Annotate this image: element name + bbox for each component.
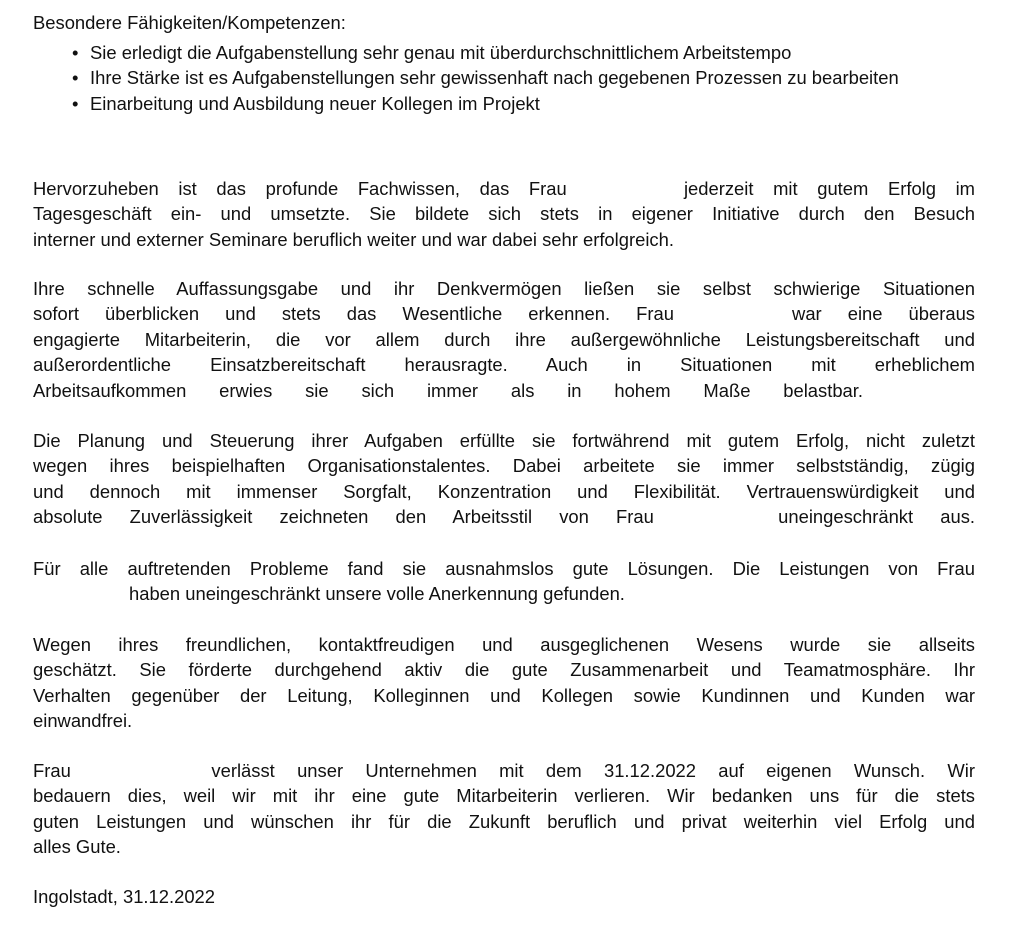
paragraph-line: geschätzt. Sie förderte durchgehend aktiv die gute Zusammenarbeit und Teamatmosphäre. Ihr — [33, 659, 975, 681]
paragraph-line — [33, 504, 975, 529]
paragraph-comprehension — [33, 276, 975, 403]
competencies-list — [72, 40, 952, 116]
paragraph-line — [33, 758, 975, 783]
paragraph-line: außerordentliche Einsatzbereitschaft herausragte. Auch in Situationen mit erheblichem — [33, 354, 975, 376]
place-date: Ingolstadt, 31.12.2022 — [33, 886, 216, 907]
paragraph-line: interner und externer Seminare beruflich weiter und war dabei sehr erfolgreich. — [33, 228, 674, 250]
text-fragment: uneingeschränkt aus. — [778, 506, 975, 528]
list-item — [72, 40, 952, 65]
text-fragment: verlässt unser Unternehmen mit dem 31.12.2022 auf eigenen Wunsch. Wir — [211, 760, 975, 781]
bullet-text: Sie erledigt die Aufgabenstellung sehr genau mit überdurchschnittlichem Arbeitstempo — [90, 42, 792, 63]
paragraph-line: bedauern dies, weil wir mit ihr eine gute Mitarbeiterin verlieren. Wir bedanken uns für die stets — [33, 785, 975, 807]
paragraph-line — [33, 301, 975, 326]
bullet-icon: • — [72, 42, 79, 63]
paragraph-line: Wegen ihres freundlichen, kontaktfreudigen und ausgeglichenen Wesens wurde sie allseits — [33, 634, 975, 655]
paragraph-line: Für alle auftretenden Probleme fand sie ausnahmslos gute Lösungen. Die Leistungen von Frau — [33, 558, 975, 579]
paragraph-line — [33, 176, 975, 201]
paragraph-departure — [33, 758, 975, 860]
paragraph-line: Tagesgeschäft ein- und umsetzte. Sie bildete sich stets in eigener Initiative durch den Besuch — [33, 203, 975, 225]
paragraph-line: und dennoch mit immenser Sorgfalt, Konzentration und Flexibilität. Vertrauenswürdigkeit und — [33, 480, 975, 502]
paragraph-line: alles Gute. — [33, 836, 121, 858]
competencies-heading: Besondere Fähigkeiten/Kompetenzen: — [33, 12, 346, 33]
bullet-icon: • — [72, 92, 79, 114]
paragraph-line: engagierte Mitarbeiterin, die vor allem durch ihre außergewöhnliche Leistungsbereitschaft und — [33, 328, 975, 350]
bullet-text: Einarbeitung und Ausbildung neuer Kollegen im Projekt — [90, 92, 540, 114]
paragraph-line: haben uneingeschränkt unsere volle Anerkennung gefunden. — [129, 583, 625, 605]
bullet-text: Ihre Stärke ist es Aufgabenstellungen sehr gewissenhaft nach gegebenen Prozessen zu bearbeiten — [90, 67, 899, 89]
paragraph-line: guten Leistungen und wünschen ihr für die Zukunft beruflich und privat weiterhin viel Erfolg und — [33, 810, 975, 832]
text-fragment: war eine überaus — [792, 303, 975, 325]
paragraph-line: einwandfrei. — [33, 710, 133, 732]
paragraph-line: Verhalten gegenüber der Leitung, Kolleginnen und Kollegen sowie Kundinnen und Kunden war — [33, 684, 975, 706]
text-fragment: Hervorzuheben ist das profunde Fachwissen, das Frau — [33, 178, 567, 199]
text-fragment: Frau — [33, 760, 71, 781]
text-fragment: sofort überblicken und stets das Wesentliche erkennen. Frau — [33, 303, 674, 325]
paragraph-line: Arbeitsaufkommen erwies sie sich immer als in hohem Maße belastbar. — [33, 379, 863, 401]
bullet-icon: • — [72, 67, 79, 89]
list-item — [72, 91, 952, 116]
text-fragment: jederzeit mit gutem Erfolg im — [683, 178, 975, 199]
list-item — [72, 65, 952, 90]
paragraph-character — [33, 632, 975, 734]
paragraph-problems — [33, 556, 975, 607]
text-fragment: absolute Zuverlässigkeit zeichneten den Arbeitsstil von Frau — [33, 506, 654, 528]
paragraph-expertise — [33, 176, 975, 252]
paragraph-planning — [33, 428, 975, 530]
paragraph-line: wegen ihres beispielhaften Organisationstalentes. Dabei arbeitete sie immer selbstständig, zügig — [33, 455, 975, 477]
paragraph-line: Ihre schnelle Auffassungsgabe und ihr Denkvermögen ließen sie selbst schwierige Situationen — [33, 278, 975, 299]
paragraph-line: Die Planung und Steuerung ihrer Aufgaben erfüllte sie fortwährend mit gutem Erfolg, nicht zuletzt — [33, 430, 975, 451]
